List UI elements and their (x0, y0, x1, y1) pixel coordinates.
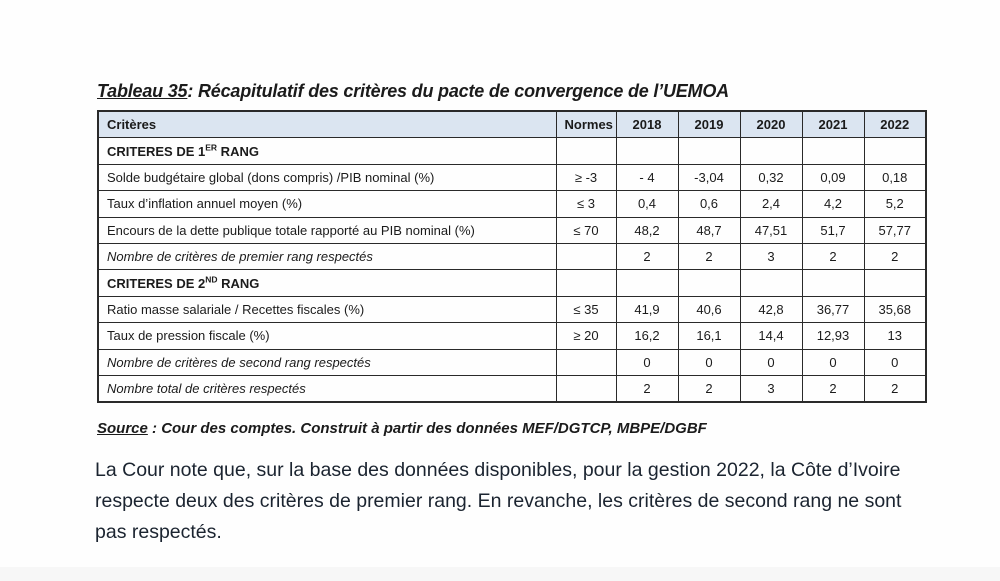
table-row (98, 375, 926, 402)
value-cell: -3,04 (678, 164, 740, 190)
norme-cell: ≥ 20 (556, 323, 616, 349)
value-cell: 0 (802, 349, 864, 375)
value-cell (864, 138, 926, 164)
norme-cell (556, 138, 616, 164)
value-cell: 5,2 (864, 191, 926, 217)
value-cell: 2 (616, 375, 678, 402)
value-cell (740, 138, 802, 164)
value-cell: 0,6 (678, 191, 740, 217)
table-row (98, 270, 926, 296)
value-cell: 14,4 (740, 323, 802, 349)
source-text: : Cour des comptes. Construit à partir des données MEF/DGTCP, MBPE/DGBF (147, 420, 707, 437)
value-cell: 2 (864, 375, 926, 402)
header-2022: 2022 (864, 111, 926, 138)
criteria-cell: CRITERES DE 1ER RANG (98, 138, 556, 164)
value-cell: 0,09 (802, 164, 864, 190)
norme-cell: ≤ 35 (556, 296, 616, 322)
header-2021: 2021 (802, 111, 864, 138)
value-cell: 48,7 (678, 217, 740, 243)
value-cell: 12,93 (802, 323, 864, 349)
value-cell (864, 270, 926, 296)
header-criteres: Critères (98, 111, 556, 138)
norme-cell (556, 349, 616, 375)
value-cell: 0,4 (616, 191, 678, 217)
value-cell: 0 (616, 349, 678, 375)
criteria-cell: Nombre de critères de premier rang respectés (98, 243, 556, 269)
value-cell: 35,68 (864, 296, 926, 322)
table-caption (97, 81, 729, 102)
value-cell: 36,77 (802, 296, 864, 322)
ordinal-superscript: ND (205, 274, 218, 285)
norme-cell: ≤ 3 (556, 191, 616, 217)
table-row (98, 191, 926, 217)
value-cell: 42,8 (740, 296, 802, 322)
value-cell: 2 (616, 243, 678, 269)
value-cell (802, 270, 864, 296)
value-cell: 0,32 (740, 164, 802, 190)
value-cell: 3 (740, 375, 802, 402)
criteria-cell: Nombre de critères de second rang respectés (98, 349, 556, 375)
value-cell: 48,2 (616, 217, 678, 243)
commentary-paragraph: La Cour note que, sur la base des données disponibles, pour la gestion 2022, la Côte d’Ivoire respecte deux des critères de premier rang. En revanche, les critères de second rang ne sont pas respectés. (95, 459, 902, 543)
criteria-cell: Nombre total de critères respectés (98, 375, 556, 402)
value-cell: 51,7 (802, 217, 864, 243)
norme-cell: ≤ 70 (556, 217, 616, 243)
norme-cell (556, 270, 616, 296)
criteria-cell: Taux d’inflation annuel moyen (%) (98, 191, 556, 217)
page-bottom-strip (0, 567, 1000, 581)
value-cell: 16,2 (616, 323, 678, 349)
value-cell: 2 (802, 243, 864, 269)
value-cell (616, 270, 678, 296)
value-cell: 2 (864, 243, 926, 269)
table-caption-separator: : (187, 81, 198, 101)
value-cell (678, 270, 740, 296)
norme-cell (556, 243, 616, 269)
ordinal-superscript: ER (205, 142, 218, 153)
norme-cell (556, 375, 616, 402)
value-cell: 0 (864, 349, 926, 375)
table-row (98, 164, 926, 190)
criteria-cell: Solde budgétaire global (dons compris) /PIB nominal (%) (98, 164, 556, 190)
value-cell: 0,18 (864, 164, 926, 190)
value-cell: 41,9 (616, 296, 678, 322)
table-row (98, 349, 926, 375)
table-row (98, 138, 926, 164)
value-cell (616, 138, 678, 164)
value-cell: 57,77 (864, 217, 926, 243)
table-caption-number: Tableau 35 (97, 81, 188, 101)
header-2018: 2018 (616, 111, 678, 138)
value-cell: 40,6 (678, 296, 740, 322)
table-row (98, 296, 926, 322)
value-cell (740, 270, 802, 296)
value-cell: 16,1 (678, 323, 740, 349)
value-cell: 13 (864, 323, 926, 349)
criteria-cell: Ratio masse salariale / Recettes fiscales (%) (98, 296, 556, 322)
source-label: Source (97, 420, 148, 437)
value-cell: 3 (740, 243, 802, 269)
convergence-criteria-table (97, 110, 927, 403)
criteria-cell: Taux de pression fiscale (%) (98, 323, 556, 349)
value-cell: 47,51 (740, 217, 802, 243)
criteria-cell: CRITERES DE 2ND RANG (98, 270, 556, 296)
value-cell: - 4 (616, 164, 678, 190)
value-cell: 2 (802, 375, 864, 402)
table-row (98, 217, 926, 243)
table-row (98, 323, 926, 349)
header-2019: 2019 (678, 111, 740, 138)
value-cell (678, 138, 740, 164)
value-cell: 2 (678, 243, 740, 269)
norme-cell: ≥ -3 (556, 164, 616, 190)
header-2020: 2020 (740, 111, 802, 138)
source-note (97, 420, 707, 437)
table-caption-text: Récapitulatif des critères du pacte de convergence de l’UEMOA (197, 81, 729, 101)
value-cell (802, 138, 864, 164)
value-cell: 2,4 (740, 191, 802, 217)
value-cell: 2 (678, 375, 740, 402)
table-row (98, 243, 926, 269)
value-cell: 4,2 (802, 191, 864, 217)
value-cell: 0 (740, 349, 802, 375)
value-cell: 0 (678, 349, 740, 375)
header-normes: Normes (556, 111, 616, 138)
table-header-row (98, 111, 926, 138)
criteria-cell: Encours de la dette publique totale rapporté au PIB nominal (%) (98, 217, 556, 243)
